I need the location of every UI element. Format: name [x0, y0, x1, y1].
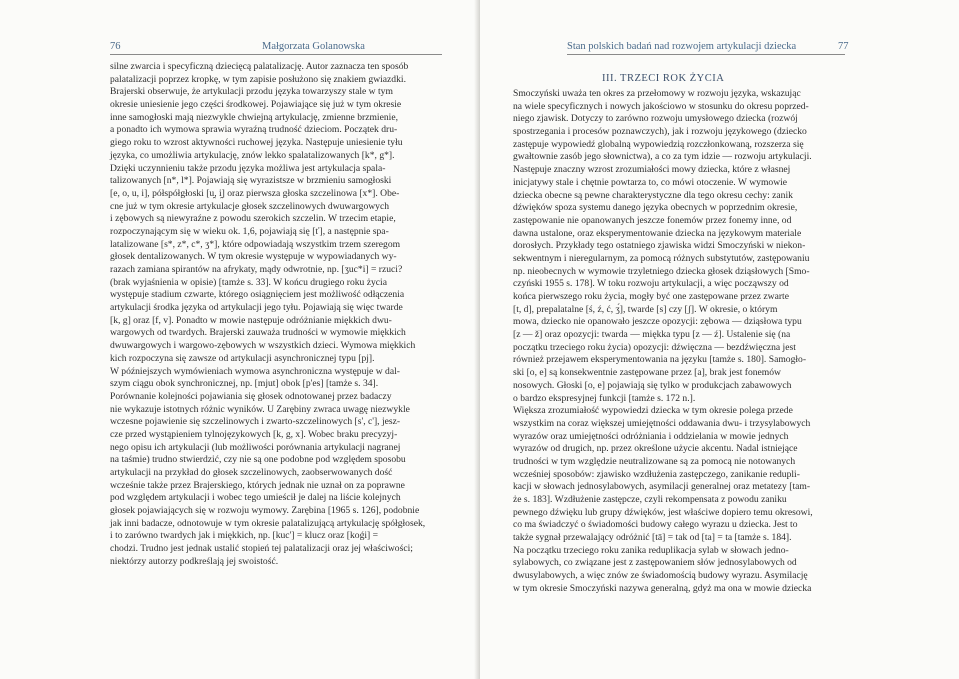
text-line: rozpoczynającym się w wieku ok. 1,6, pojawiają się [ť], a następnie spa-	[110, 225, 389, 237]
text-line: co ma świadczyć o świadomości budowy całego wyrazu u dziecka. Jest to	[513, 519, 798, 531]
text-line: wszystkim na coraz większej umiejętności oddawania dwu- i trzysylabowych	[513, 417, 811, 429]
text-line: kich rozpoczyna się zawsze od artykulacji asynchronicznej typu [pj].	[110, 352, 375, 364]
text-line: w tym okresie Smoczyński nazywa generalną, gdyż ma ona w mowie dziecka	[513, 582, 812, 594]
text-line: i to zarówno twardych jak i miękkich, np. [kuc'] = klucz oraz [koǵi] =	[110, 530, 379, 542]
text-line: talizowanych [n*, l*]. Pojawiają się wyrazistsze w brzmieniu samogłoski	[110, 175, 392, 187]
text-line: [k, g] oraz [f, v]. Ponadto w mowie następuje odróżnianie miękkich dwu-	[110, 314, 392, 326]
text-line: [t, d], prepalatalne [ś, ź, ć, ʒ́], twarde [s] czy [ʃ]. W okresie, o którym	[513, 303, 778, 315]
text-line: wyrazów oraz umiejętności odróżniania i oddzielania w mowie jednych	[513, 430, 789, 442]
text-line: artykulacji środka języka od artykulacji jego tyłu. Pojawiają się więc twarde	[110, 302, 403, 314]
text-line: mowa, dziecko nie opanowało jeszcze opozycji: zębowa — dziąsłowa typu	[513, 316, 802, 328]
text-line: wargowych od twardych. Brajerski zauważa trudności w wymowie miękkich	[110, 327, 406, 339]
right-page-number: 77	[838, 41, 849, 52]
text-line: nego opisu ich artykulacji (lub możliwości porównania artykulacji nagranej	[110, 441, 401, 453]
text-line: sekwentnym i nieregularnym, za pomocą różnych substytutów, zastępowaniu	[513, 252, 810, 264]
text-line: silne zwarcia i specyficzną dziecięcą palatalizację. Autor zaznacza ten sposób	[110, 61, 409, 72]
text-line: razach zamiana spirantów na afrykaty, mądy odwrotnie, np. [ʒuc*i] = rzuci?	[110, 264, 403, 275]
left-page	[0, 0, 479, 679]
text-line: np. nieobecnych w wymowie trzyletniego dziecka głosek dziąsłowych [Smo-	[513, 265, 810, 277]
left-page-number: 76	[110, 41, 121, 52]
text-line: dorosłych. Przykłady tego ostatniego zjawiska widzi Smoczyński w niekon-	[513, 240, 806, 252]
text-line: trudności w tym względzie neutralizowane są za pomocą nie notowanych	[513, 455, 796, 467]
text-line: sylabowych, co związane jest z zastępowaniem słów jednosylabowych od	[513, 557, 797, 569]
text-line: zastępuje wypowiedź globalną wypowiedzią rozczłonkowaną, rozszerza się	[513, 138, 804, 150]
text-line: wcześnie także przez Brajerskiego, których jednak nie uznał on za poprawne	[110, 479, 405, 491]
text-line: i zębowych są niewyraźne z powodu szerokich szczelin. W trzecim etapie,	[110, 213, 396, 225]
text-line: wyrazów od drugich, np. przez określone użycie akcentu. Nadal istniejące	[513, 443, 798, 455]
left-header-rule	[110, 54, 442, 55]
text-line: niego zjawisk. Dotyczy to zarówno rozwoju umysłowego dziecka (rozwój	[513, 113, 798, 125]
text-line: wcześniej sposobów: zjawisko wzdłużenia zastępczego, zanikanie redupli-	[513, 468, 800, 480]
text-line: latalizowane [s*, z*, c*, ʒ*], które odpowiadają wszystkim trzem szeregom	[110, 238, 401, 250]
text-line: spostrzegania i procesów poznawczych), jak i rozwoju językowego (dziecko	[513, 126, 807, 138]
text-line: jak inni badacze, odnotowuje w tym okresie palatalizującą artykulację spółgłosek,	[110, 517, 426, 529]
text-line: pewnego dźwięku lub grupy dźwięków, jest właściwe dopiero temu okresowi,	[513, 506, 813, 518]
text-line: giego roku to wzrost aktywności ruchowej języka. Następuje uniesienie tyłu	[110, 137, 403, 149]
text-line: zastępowanie nie opanowanych jeszcze fonemów przez fonemy inne, od	[513, 214, 792, 226]
text-line: [e, o, u, i], półspółgłoski [u̯, i̯] oraz pierwsza głoska szczelinowa [x*]. Obe-	[110, 187, 400, 199]
text-line: inne samogłoski mają niezwykle chwiejną artykulację, zmienne brzmienie,	[110, 111, 398, 123]
right-header-rule	[567, 54, 845, 55]
text-line: występuje stadium czwarte, którego osiągnięciem jest możliwość odłączenia	[110, 289, 405, 301]
text-line: Porównanie kolejności pojawiania się głosek odnotowanej przez badaczy	[110, 390, 392, 402]
text-line: że s. 183]. Wzdłużenie zastępcze, czyli rekompensata z powodu zaniku	[513, 494, 787, 505]
text-line: Dzięki uczynnieniu także przodu języka możliwa jest artykulacja spala-	[110, 162, 386, 174]
text-line: gwałtownie zasób jego słownictwa), a co za tym idzie — rozwoju artykulacji.	[513, 151, 812, 163]
left-body-text	[110, 61, 425, 569]
text-line: Na początku trzeciego roku zanika reduplikacja sylab w słowach jedno-	[513, 544, 789, 556]
text-line: a ponadto ich wymowa sprawia wyraźną trudność dzieciom. Początek dru-	[110, 124, 398, 136]
text-line: (brak wyjaśnienia w opisie) [tamże s. 33]. W końcu drugiego roku życia	[110, 276, 387, 288]
text-line: pod względem artykulacji i wobec tego umieścił je dalej na liście kolejnych	[110, 492, 401, 504]
right-running-head: Stan polskich badań nad rozwojem artykulacji dziecka	[567, 41, 797, 52]
right-body-text	[513, 88, 813, 596]
text-line: inicjatywy stale i chętnie powtarza to, co mówi otoczenie. W wymowie	[513, 176, 788, 188]
text-line: Smoczyński uważa ten okres za przełomowy w rozwoju języka, wskazując	[513, 88, 801, 99]
text-line: języka, co umożliwia artykulację, znów lekko spalatalizowanych [k*, g*].	[110, 149, 395, 161]
text-line: na taśmie) trudno stwierdzić, czy nie są one podobne pod względem sposobu	[110, 454, 406, 466]
text-line: również przejawem eksperymentowania na języku [tamże s. 180]. Samogło-	[513, 354, 807, 366]
text-line: szym ciągu obok synchronicznej, np. [mjut] obok [p'es] [tamże s. 34].	[110, 378, 379, 390]
text-line: artykulacji na przykład do głosek szczelinowych, zaobserwowanych dość	[110, 467, 393, 478]
text-line: cze przed wystąpieniem tylnojęzykowych [k, g, x]. Wobec braku precyzyj-	[110, 428, 398, 440]
text-line: wczesne pojawienie się szczelinowych i zwarto-szczelinowych [s', c'], jesz-	[110, 416, 401, 428]
text-line: [z — ž] oraz opozycji: twarda — miękka typu [z — ź]. Ustalenie się (na	[513, 329, 791, 341]
text-line: nosowych. Głoski [o, e] pojawiają się tylko w produkcjach zabawowych	[513, 379, 792, 391]
text-line: o bardzo ekspresyjnej funkcji [tamże s. 172 n.].	[513, 392, 696, 404]
text-line: Większa zrozumiałość wypowiedzi dziecka w tym okresie polega przede	[513, 405, 793, 417]
text-line: dawna ustalone, oraz eksperymentowanie dziecka na językowym materiale	[513, 227, 802, 239]
text-line: cne już w tym okresie artykulacje głosek szczelinowych dwuwargowych	[110, 200, 390, 212]
text-line: nie wykazuje istotnych różnic wyników. U Zarębiny zwraca uwagę niezwykle	[110, 403, 410, 415]
text-line: Brajerski obserwuje, że artykulacji przodu języka towarzyszy stale w tym	[110, 86, 393, 98]
text-line: chodzi. Trudno jest jednak ustalić stopień tej palatalizacji oraz jej właściwości;	[110, 543, 413, 555]
text-line: okresie uniesienie jego części środkowej. Pojawiające się już w tym okresie	[110, 99, 402, 111]
text-line: dziecka obecne są pewne charakterystyczne dla tego okresu cechy: zanik	[513, 189, 793, 201]
text-line: głosek dentalizowanych. W tym okresie występuje w wypowiadanych wy-	[110, 251, 397, 263]
text-line: Następuje znaczny wzrost zrozumiałości mowy dziecka, które z własnej	[513, 164, 791, 176]
text-line: niektórzy autorzy podkreślają jej swoistość.	[110, 555, 279, 567]
text-line: W późniejszych wymówieniach wymowa asynchroniczna występuje w dal-	[110, 365, 400, 377]
text-line: dwusylabowych, a więc znów ze świadomością budowy wyrazu. Asymilację	[513, 570, 808, 582]
text-line: dźwięków spoza systemu danego języka obecnych w poprzednim okresie,	[513, 202, 798, 214]
text-line: na wiele specyficznych i nowych jakościowo w stosunku do okresu poprzed-	[513, 100, 809, 112]
text-line: czyński 1955 s. 178]. W toku rozwoju artykulacji, a więc począwszy od	[513, 278, 789, 290]
text-line: kacji w słowach jednosylabowych, asymilacji generalnej oraz metatezy [tam-	[513, 481, 811, 493]
right-page	[480, 0, 959, 679]
chapter-title: III. TRZECI ROK ŻYCIA	[602, 73, 725, 84]
text-line: dwuwargowych i wargowo-zębowych w wszystkich dzieci. Wymowa miękkich	[110, 340, 416, 352]
text-line: początku trzeciego roku życia) opozycji: dźwięczna — bezdźwięczna jest	[513, 341, 796, 353]
text-line: głosek pojawiających się w rozwoju wymowy. Zarębina [1965 s. 126], podobnie	[110, 505, 420, 517]
text-line: ski [o, e] są konsekwentnie zastępowane przez [a], brak jest fonemów	[513, 367, 781, 379]
text-line: także sygnał przewalający odróżnić [tā] = tak od [ta] = ta [tamże s. 184].	[513, 532, 792, 544]
text-line: końca pierwszego roku życia, mogły być one zastępowane przez zwarte	[513, 291, 789, 302]
left-running-head: Małgorzata Golanowska	[262, 41, 365, 52]
text-line: palatalizacji poprzez kropkę, w tym zapisie posłużono się znakiem gwiazdki.	[110, 73, 406, 85]
